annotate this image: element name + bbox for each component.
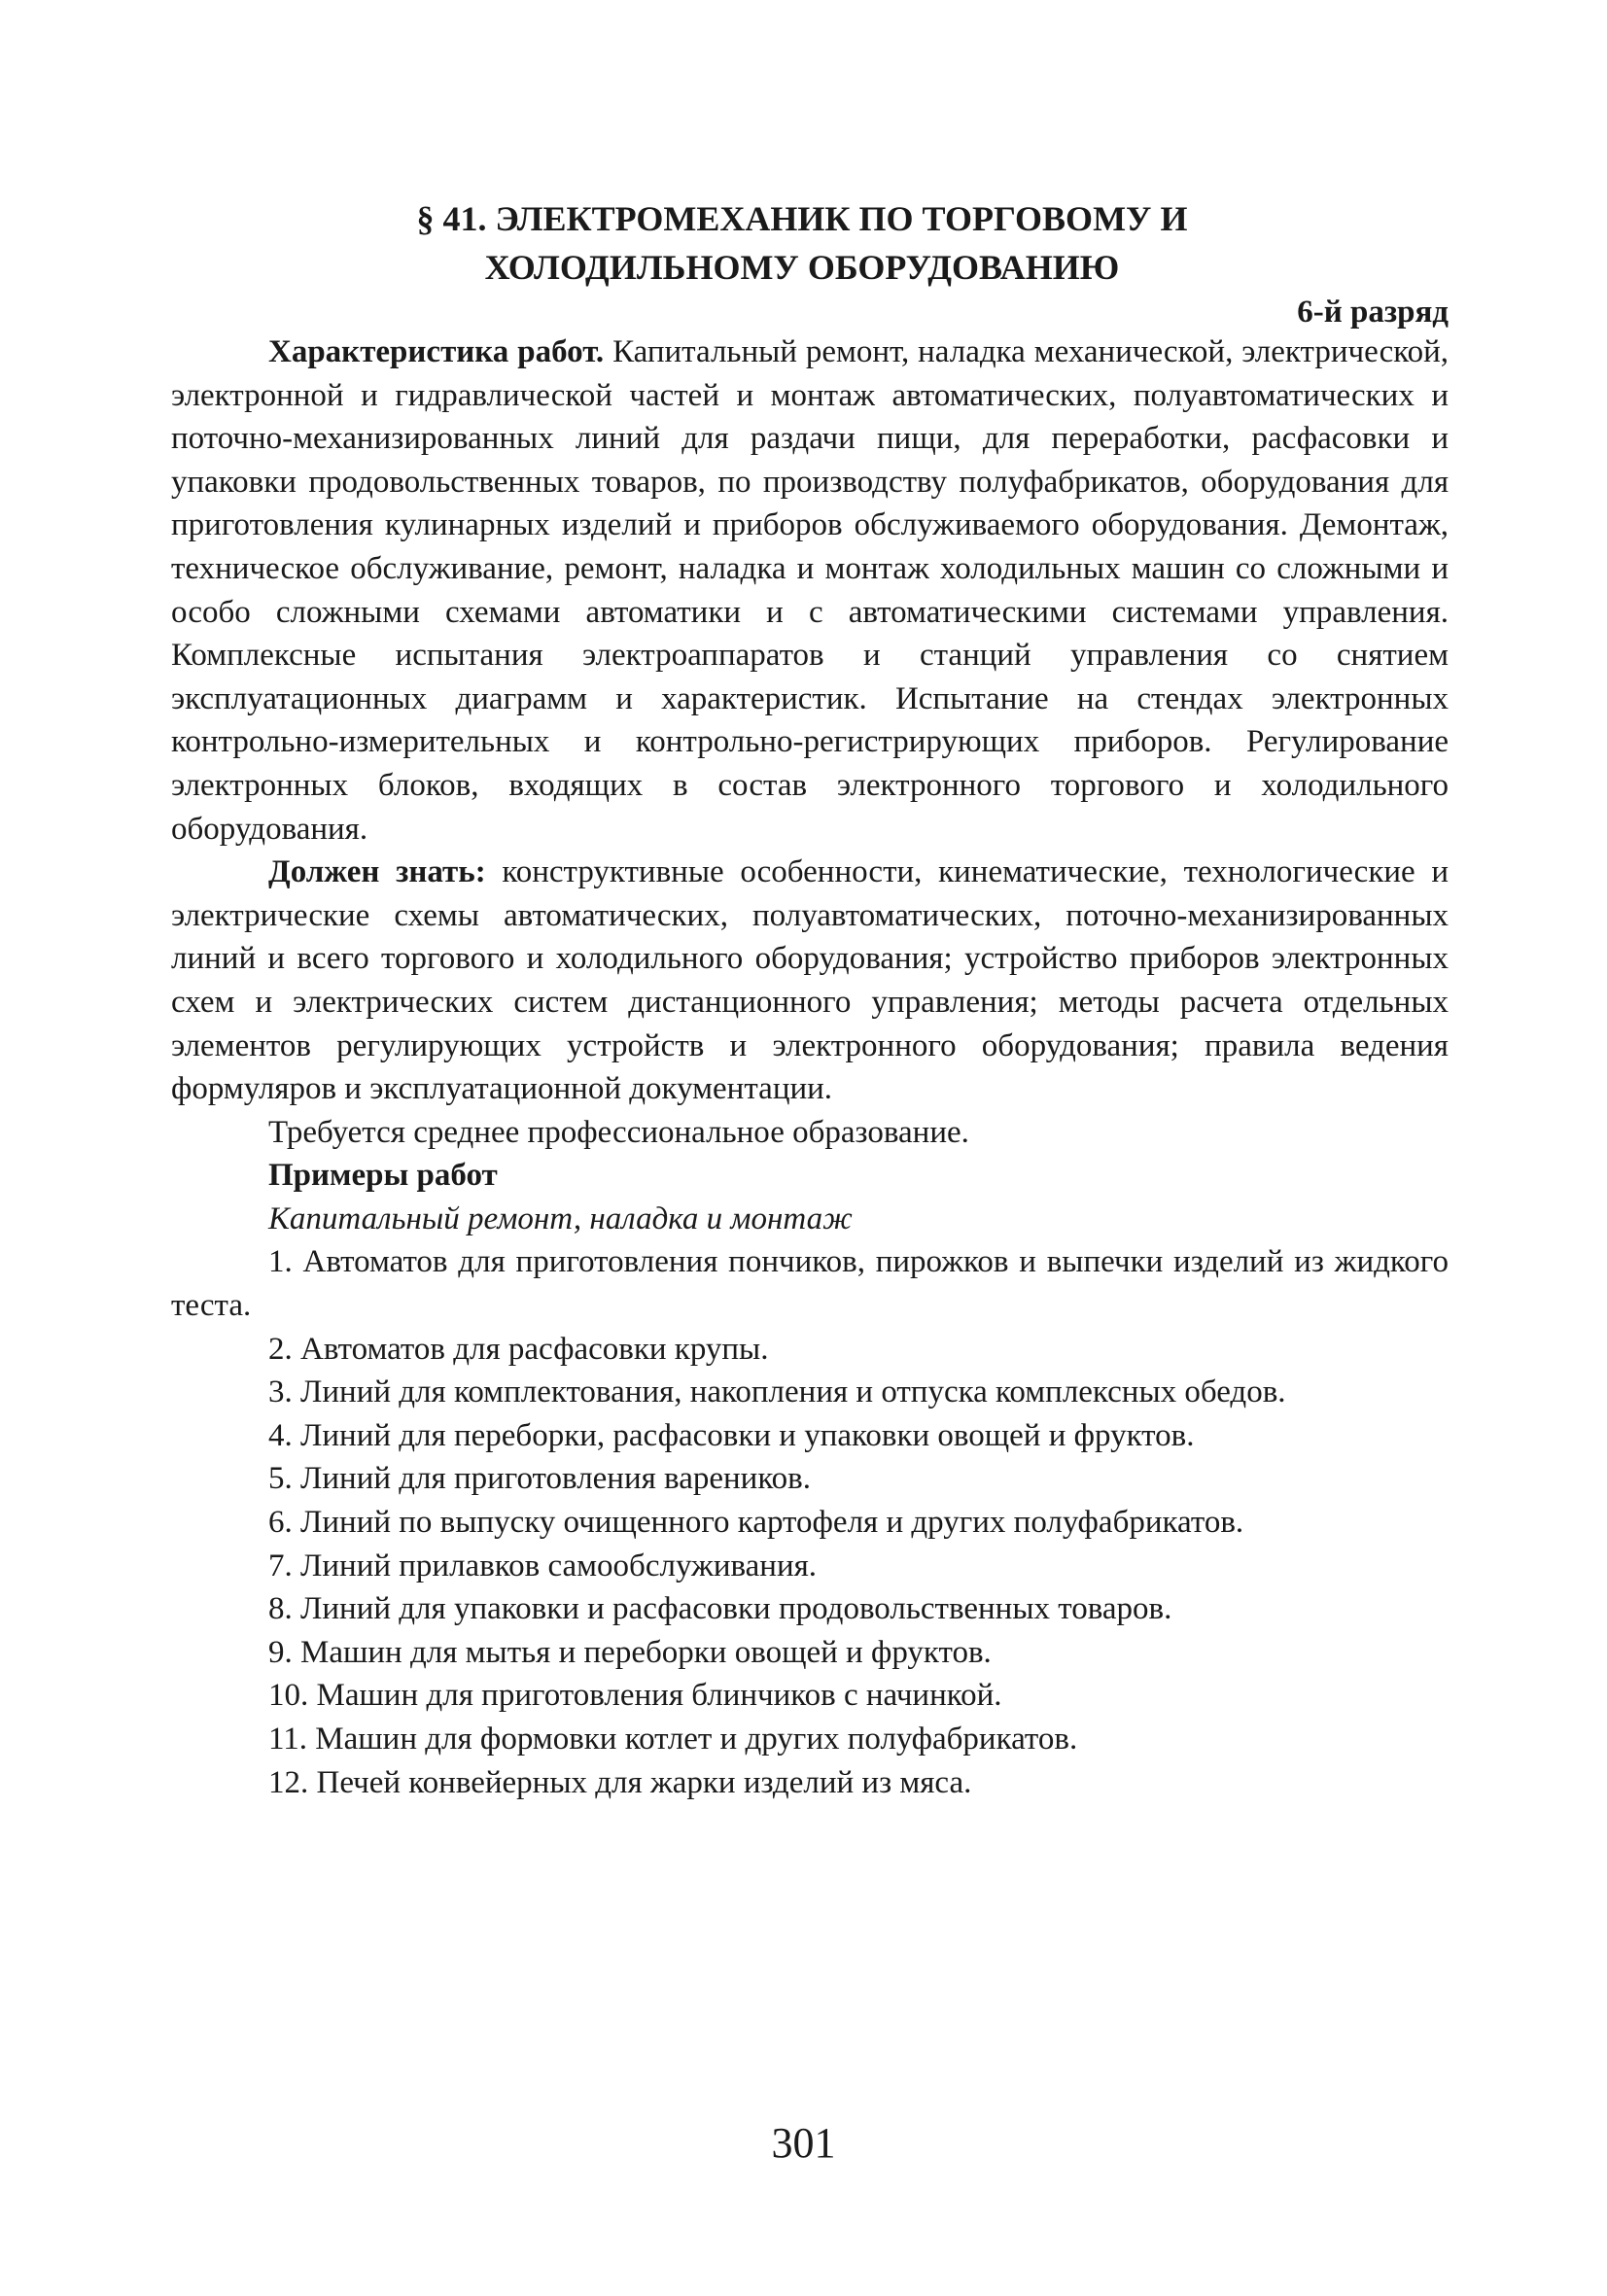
examples-list: [171, 1240, 1449, 1804]
section-title-line-1: § 41. ЭЛЕКТРОМЕХАНИК ПО ТОРГОВОМУ И: [416, 199, 1188, 238]
list-item: 7. Линий прилавков самообслуживания.: [268, 1548, 818, 1583]
section-title-line-2: ХОЛОДИЛЬНОМУ ОБОРУДОВАНИЮ: [484, 248, 1120, 287]
section-title: [156, 194, 1449, 292]
knowledge-label: Должен знать:: [268, 854, 486, 890]
list-item: 3. Линий для комплектования, накопления и отпуска комплексных обедов.: [268, 1374, 1286, 1410]
characteristics-paragraph: [171, 330, 1449, 851]
list-item: 10. Машин для приготовления блинчиков с начинкой.: [268, 1678, 1002, 1714]
list-item: 12. Печей конвейерных для жарки изделий из мяса.: [268, 1764, 972, 1800]
education-requirement: Требуется среднее профессиональное образование.: [268, 1114, 969, 1150]
document-body: [171, 330, 1449, 1804]
list-item: 4. Линий для переборки, расфасовки и упаковки овощей и фруктов.: [268, 1417, 1195, 1453]
list-item: 8. Линий для упаковки и расфасовки продовольственных товаров.: [268, 1591, 1172, 1627]
grade-label: 6-й разряд: [1297, 295, 1449, 330]
list-item: 1. Автоматов для приготовления пончиков, пирожков и выпечки изделий из жидкого теста.: [171, 1244, 1449, 1324]
list-item: 5. Линий для приготовления вареников.: [268, 1461, 812, 1497]
knowledge-text: конструктивные особенности, кинематические, технологические и электрические схемы автоматических, полуавтоматических, поточно-механизированных линий и всего торгового и холодильного оборудования; устройство приборов электронных схем и электрических систем дистанционного управления; методы расчета отдельных элементов регулирующих устройств и электронного оборудования; правила ведения формуляров и эксплуатационной документации.: [171, 854, 1449, 1107]
examples-subheading: Капитальный ремонт, наладка и монтаж: [268, 1200, 853, 1236]
page-number: 301: [771, 2119, 836, 2167]
characteristics-label: Характеристика работ.: [268, 334, 605, 369]
list-item: 11. Машин для формовки котлет и других полуфабрикатов.: [268, 1722, 1078, 1757]
list-item: 6. Линий по выпуску очищенного картофеля и других полуфабрикатов.: [268, 1505, 1244, 1541]
list-item: 2. Автоматов для расфасовки крупы.: [268, 1331, 769, 1367]
knowledge-paragraph: [171, 851, 1449, 1111]
characteristics-text: Капитальный ремонт, наладка механической, электрической, электронной и гидравлической частей и монтаж автоматических, полуавтоматических и поточно-механизированных линий для раздачи пищи, для переработки, расфасовки и упаковки продовольственных товаров, по производству полуфабрикатов, оборудования для приготовления кулинарных изделий и приборов обслуживаемого оборудования. Демонтаж, техническое обслуживание, ремонт, наладка и монтаж холодильных машин со сложными и особо сложными схемами автоматики и с автоматическими системами управления. Комплексные испытания электроаппаратов и станций управления со снятием эксплуатационных диаграмм и характеристик. Испытание на стендах электронных контрольно-измерительных и контрольно-регистрирующих приборов. Регулирование электронных блоков, входящих в состав электронного торгового и холодильного оборудования.: [171, 334, 1449, 847]
list-item: 9. Машин для мытья и переборки овощей и фруктов.: [268, 1634, 992, 1670]
examples-heading: Примеры работ: [268, 1158, 498, 1194]
